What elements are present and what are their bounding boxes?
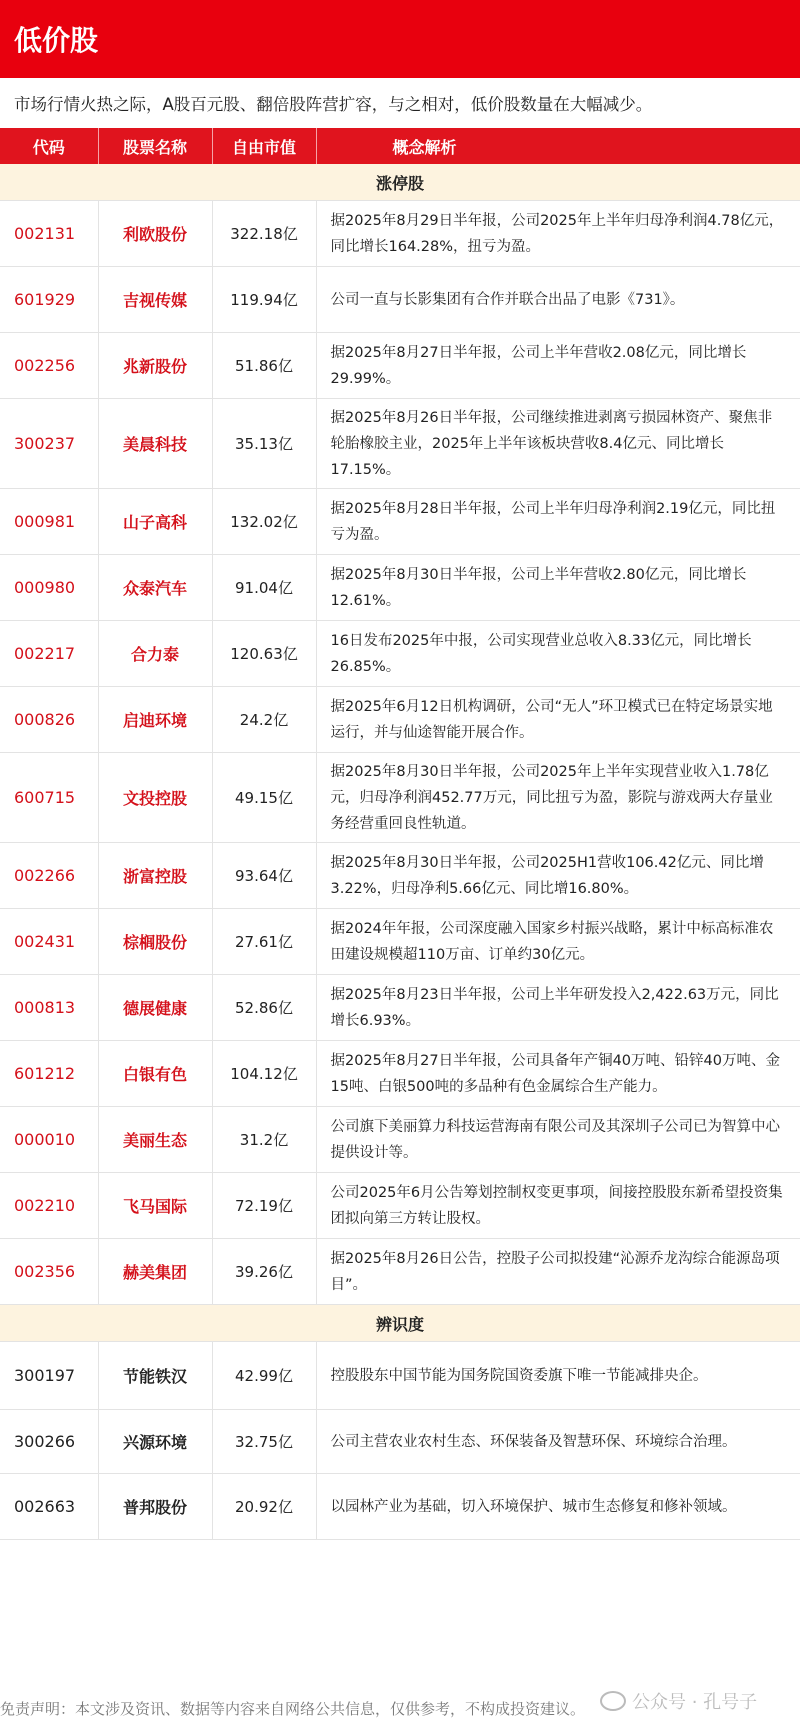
column-header-name: 股票名称 [98, 128, 212, 164]
concept-description: 据2025年8月23日半年报，公司上半年研发投入2,422.63万元，同比增长6.93%。 [316, 975, 800, 1041]
stock-code: 000010 [0, 1107, 98, 1173]
concept-description: 据2025年8月27日半年报，公司上半年营收2.08亿元，同比增长29.99%。 [316, 333, 800, 399]
stock-code: 002431 [0, 909, 98, 975]
market-cap: 132.02亿 [212, 489, 316, 555]
section-header [0, 164, 800, 201]
stock-code: 600715 [0, 753, 98, 843]
stock-name: 山子高科 [98, 489, 212, 555]
stock-code: 002210 [0, 1173, 98, 1239]
table-row [0, 975, 800, 1041]
stock-name: 兆新股份 [98, 333, 212, 399]
table-row [0, 909, 800, 975]
concept-description: 公司2025年6月公告筹划控制权变更事项，间接控股股东新希望投资集团拟向第三方转让股权。 [316, 1173, 800, 1239]
watermark [600, 1688, 757, 1714]
concept-description: 据2024年年报，公司深度融入国家乡村振兴战略，累计中标高标准农田建设规模超110万亩、订单约30亿元。 [316, 909, 800, 975]
market-cap: 104.12亿 [212, 1041, 316, 1107]
watermark-text: 公众号 · 孔号子 [632, 1692, 758, 1713]
concept-description: 据2025年8月29日半年报，公司2025年上半年归母净利润4.78亿元，同比增长164.28%，扭亏为盈。 [316, 201, 800, 267]
stock-code: 300266 [0, 1410, 98, 1474]
concept-description: 16日发布2025年中报，公司实现营业总收入8.33亿元，同比增长26.85%。 [316, 621, 800, 687]
table-row [0, 1041, 800, 1107]
stock-code: 300197 [0, 1342, 98, 1410]
concept-description: 公司主营农业农村生态、环保装备及智慧环保、环境综合治理。 [316, 1410, 800, 1474]
market-cap: 35.13亿 [212, 399, 316, 489]
market-cap: 31.2亿 [212, 1107, 316, 1173]
stock-name: 利欧股份 [98, 201, 212, 267]
market-cap: 49.15亿 [212, 753, 316, 843]
stock-code: 601929 [0, 267, 98, 333]
market-cap: 20.92亿 [212, 1474, 316, 1540]
concept-description: 据2025年8月30日半年报，公司2025年上半年实现营业收入1.78亿元，归母净利润452.77万元，同比扭亏为盈，影院与游戏两大存量业务经营重回良性轨道。 [316, 753, 800, 843]
table-header [0, 128, 800, 164]
stock-name: 美晨科技 [98, 399, 212, 489]
table-row [0, 621, 800, 687]
table-row [0, 843, 800, 909]
stock-code: 002356 [0, 1239, 98, 1305]
stock-name: 合力泰 [98, 621, 212, 687]
market-cap: 51.86亿 [212, 333, 316, 399]
stock-code: 002266 [0, 843, 98, 909]
page-title: 低价股 [0, 0, 800, 78]
section-label: 涨停股 [0, 164, 800, 201]
concept-description: 据2025年8月26日半年报，公司继续推进剥离亏损园林资产、聚焦非轮胎橡胶主业，2025年上半年该板块营收8.4亿元、同比增长17.15%。 [316, 399, 800, 489]
market-cap: 120.63亿 [212, 621, 316, 687]
table-row [0, 399, 800, 489]
stock-name: 赫美集团 [98, 1239, 212, 1305]
stock-name: 节能铁汉 [98, 1342, 212, 1410]
table-row [0, 1410, 800, 1474]
concept-description: 公司旗下美丽算力科技运营海南有限公司及其深圳子公司已为智算中心提供设计等。 [316, 1107, 800, 1173]
stock-name: 吉视传媒 [98, 267, 212, 333]
column-header-cap: 自由市值 [212, 128, 316, 164]
stock-code: 300237 [0, 399, 98, 489]
table-row [0, 1474, 800, 1540]
stock-name: 浙富控股 [98, 843, 212, 909]
stock-code: 000813 [0, 975, 98, 1041]
stock-name: 文投控股 [98, 753, 212, 843]
market-cap: 24.2亿 [212, 687, 316, 753]
wechat-icon [600, 1691, 626, 1711]
concept-description: 公司一直与长影集团有合作并联合出品了电影《731》。 [316, 267, 800, 333]
table-row [0, 1173, 800, 1239]
stock-code: 002131 [0, 201, 98, 267]
disclaimer-text: 免责声明：本文涉及资讯、数据等内容来自网络公共信息，仅供参考，不构成投资建议。 [0, 1700, 586, 1718]
stock-name: 兴源环境 [98, 1410, 212, 1474]
market-cap: 119.94亿 [212, 267, 316, 333]
market-cap: 42.99亿 [212, 1342, 316, 1410]
stock-name: 启迪环境 [98, 687, 212, 753]
concept-description: 据2025年8月30日半年报，公司上半年营收2.80亿元，同比增长12.61%。 [316, 555, 800, 621]
column-header-concept: 概念解析 [316, 128, 800, 164]
stock-code: 002663 [0, 1474, 98, 1540]
market-cap: 322.18亿 [212, 201, 316, 267]
table-row [0, 201, 800, 267]
stock-name: 众泰汽车 [98, 555, 212, 621]
table-row [0, 555, 800, 621]
stock-code: 000980 [0, 555, 98, 621]
market-cap: 52.86亿 [212, 975, 316, 1041]
stock-name: 美丽生态 [98, 1107, 212, 1173]
column-header-code: 代码 [0, 128, 98, 164]
stock-name: 白银有色 [98, 1041, 212, 1107]
stock-code: 002256 [0, 333, 98, 399]
stock-table [0, 128, 800, 1540]
market-cap: 91.04亿 [212, 555, 316, 621]
concept-description: 据2025年8月28日半年报，公司上半年归母净利润2.19亿元，同比扭亏为盈。 [316, 489, 800, 555]
concept-description: 据2025年6月12日机构调研，公司“无人”环卫模式已在特定场景实地运行，并与仙途智能开展合作。 [316, 687, 800, 753]
table-row [0, 1239, 800, 1305]
table-row [0, 489, 800, 555]
stock-code: 000826 [0, 687, 98, 753]
stock-code: 000981 [0, 489, 98, 555]
concept-description: 据2025年8月26日公告，控股子公司拟投建“沁源乔龙沟综合能源岛项目”。 [316, 1239, 800, 1305]
market-cap: 27.61亿 [212, 909, 316, 975]
table-row [0, 333, 800, 399]
stock-code: 601212 [0, 1041, 98, 1107]
concept-description: 控股股东中国节能为国务院国资委旗下唯一节能减排央企。 [316, 1342, 800, 1410]
market-cap: 32.75亿 [212, 1410, 316, 1474]
table-row [0, 267, 800, 333]
page-subtitle: 市场行情火热之际，A股百元股、翻倍股阵营扩容，与之相对，低价股数量在大幅减少。 [14, 95, 653, 114]
stock-name: 棕榈股份 [98, 909, 212, 975]
stock-name: 普邦股份 [98, 1474, 212, 1540]
concept-description: 据2025年8月27日半年报，公司具备年产铜40万吨、铅锌40万吨、金15吨、白银500吨的多品种有色金属综合生产能力。 [316, 1041, 800, 1107]
stock-code: 002217 [0, 621, 98, 687]
concept-description: 以园林产业为基础，切入环境保护、城市生态修复和修补领域。 [316, 1474, 800, 1540]
market-cap: 93.64亿 [212, 843, 316, 909]
concept-description: 据2025年8月30日半年报，公司2025H1营收106.42亿元、同比增3.22%，归母净利5.66亿元、同比增16.80%。 [316, 843, 800, 909]
table-row [0, 687, 800, 753]
table-row [0, 1342, 800, 1410]
section-label: 辨识度 [0, 1305, 800, 1342]
stock-name: 德展健康 [98, 975, 212, 1041]
section-header [0, 1305, 800, 1342]
table-row [0, 753, 800, 843]
market-cap: 39.26亿 [212, 1239, 316, 1305]
table-body [0, 164, 800, 1540]
table-row [0, 1107, 800, 1173]
market-cap: 72.19亿 [212, 1173, 316, 1239]
stock-name: 飞马国际 [98, 1173, 212, 1239]
